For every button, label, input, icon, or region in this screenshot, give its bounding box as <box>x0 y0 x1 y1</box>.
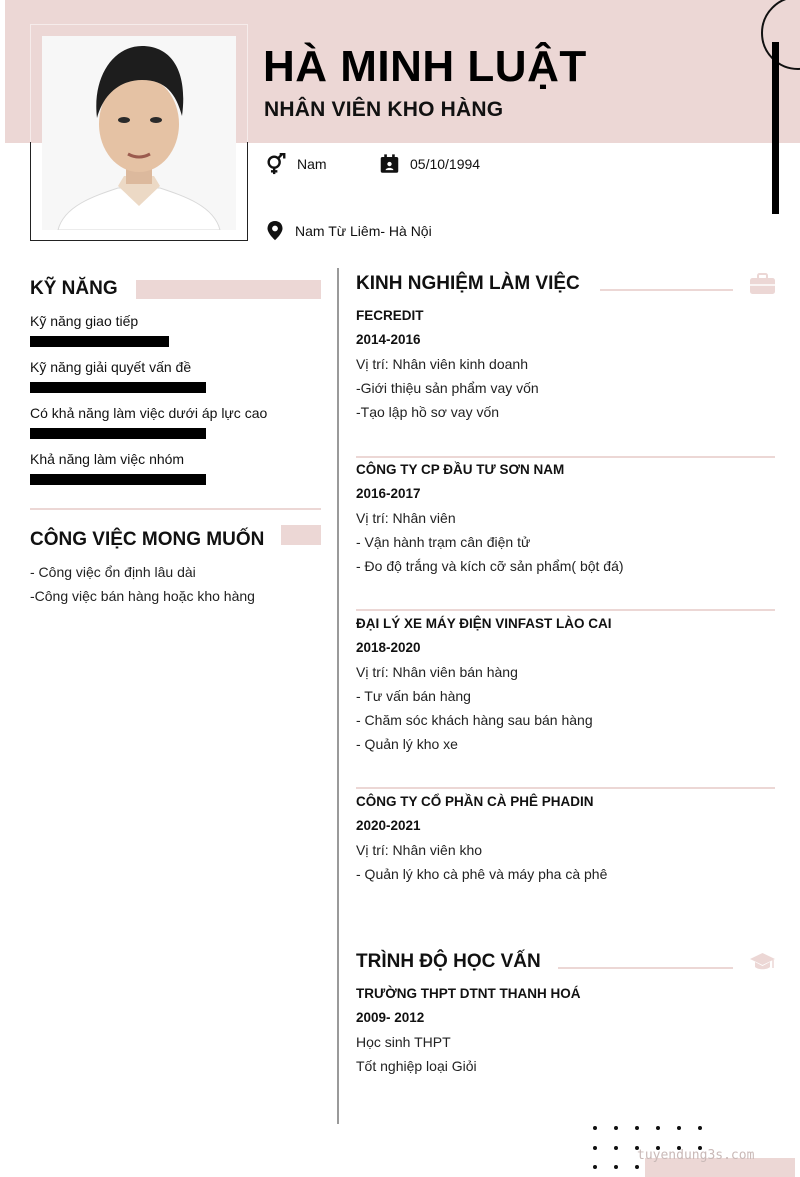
job-detail: -Tạo lập hồ sơ vay vốn <box>356 404 500 420</box>
person-silhouette-icon <box>42 36 236 230</box>
gender-icon <box>265 153 287 175</box>
address-info <box>265 220 432 242</box>
dot <box>635 1126 639 1130</box>
location-pin-icon <box>265 220 285 242</box>
decorative-vertical-bar <box>772 42 779 214</box>
job-detail: Vị trí: Nhân viên kho <box>356 842 483 858</box>
job-period: 2018-2020 <box>356 640 421 655</box>
skill-level-bar <box>30 474 206 485</box>
job-detail: - Vận hành trạm cân điện tử <box>356 534 531 550</box>
objective-line: -Công việc bán hàng hoặc kho hàng <box>30 588 255 604</box>
objective-section-title: CÔNG VIỆC MONG MUỐN <box>30 529 265 550</box>
job-detail: - Chăm sóc khách hàng sau bán hàng <box>356 712 593 728</box>
section-divider <box>30 508 321 510</box>
skill-level-bar <box>30 336 169 347</box>
job-detail: Vị trí: Nhân viên bán hàng <box>356 664 518 680</box>
dot <box>614 1126 618 1130</box>
graduation-cap-icon <box>749 951 776 973</box>
gender-value: Nam <box>297 156 327 172</box>
education-period: 2009- 2012 <box>356 1010 425 1025</box>
column-divider <box>337 268 339 1124</box>
job-period: 2016-2017 <box>356 486 421 501</box>
objective-line: - Công việc ổn định lâu dài <box>30 564 196 580</box>
job-separator <box>356 456 775 458</box>
job-detail: Vị trí: Nhân viên kinh doanh <box>356 356 528 372</box>
job-company: ĐẠI LÝ XE MÁY ĐIỆN VINFAST LÀO CAI <box>356 616 612 631</box>
dot <box>698 1126 702 1130</box>
job-company: CÔNG TY CP ĐẦU TƯ SƠN NAM <box>356 462 565 477</box>
job-detail: - Quản lý kho xe <box>356 736 458 752</box>
job-detail: - Quản lý kho cà phê và máy pha cà phê <box>356 866 608 882</box>
job-separator <box>356 787 775 789</box>
birthdate-info <box>379 153 480 175</box>
education-detail: Học sinh THPT <box>356 1034 451 1050</box>
watermark: tuyendung3s.com <box>637 1148 755 1163</box>
address-value: Nam Từ Liêm- Hà Nội <box>295 223 432 239</box>
gender-info <box>265 153 327 175</box>
dot <box>593 1126 597 1130</box>
profile-photo <box>42 36 236 230</box>
skill-label: Kỹ năng giao tiếp <box>30 313 139 329</box>
education-detail: Tốt nghiệp loại Giỏi <box>356 1058 477 1074</box>
dot <box>593 1165 597 1169</box>
candidate-name: HÀ MINH LUẬT <box>263 42 587 91</box>
job-separator <box>356 609 775 611</box>
dot <box>614 1146 618 1150</box>
dot <box>656 1126 660 1130</box>
skill-label: Kỹ năng giải quyết vấn đề <box>30 359 192 375</box>
skill-level-bar <box>30 428 206 439</box>
job-detail: -Giới thiệu sản phẩm vay vốn <box>356 380 539 396</box>
skill-label: Khả năng làm việc nhóm <box>30 451 185 467</box>
job-period: 2020-2021 <box>356 818 421 833</box>
job-company: CÔNG TY CỔ PHẦN CÀ PHÊ PHADIN <box>356 794 594 809</box>
education-section-title: TRÌNH ĐỘ HỌC VẤN <box>356 951 541 972</box>
job-detail: Vị trí: Nhân viên <box>356 510 456 526</box>
education-school: TRƯỜNG THPT DTNT THANH HOÁ <box>356 986 581 1001</box>
education-title-line <box>558 967 733 969</box>
dot <box>593 1146 597 1150</box>
job-company: FECREDIT <box>356 308 424 323</box>
experience-title-line <box>600 289 733 291</box>
candidate-job-title: NHÂN VIÊN KHO HÀNG <box>264 98 504 121</box>
calendar-icon <box>379 153 400 175</box>
dot <box>614 1165 618 1169</box>
briefcase-icon <box>749 273 776 295</box>
birthdate-value: 05/10/1994 <box>410 156 481 172</box>
job-detail: - Đo độ trắng và kích cỡ sản phẩm( bột đá) <box>356 558 624 574</box>
dot <box>677 1126 681 1130</box>
objective-title-accent <box>281 525 321 545</box>
skill-label: Có khả năng làm việc dưới áp lực cao <box>30 405 268 421</box>
skills-section-title: KỸ NĂNG <box>30 278 118 299</box>
dot <box>635 1165 639 1169</box>
skill-level-bar <box>30 382 206 393</box>
experience-section-title: KINH NGHIỆM LÀM VIỆC <box>356 273 580 294</box>
skills-title-accent <box>136 280 321 299</box>
job-detail: - Tư vấn bán hàng <box>356 688 471 704</box>
job-period: 2014-2016 <box>356 332 421 347</box>
